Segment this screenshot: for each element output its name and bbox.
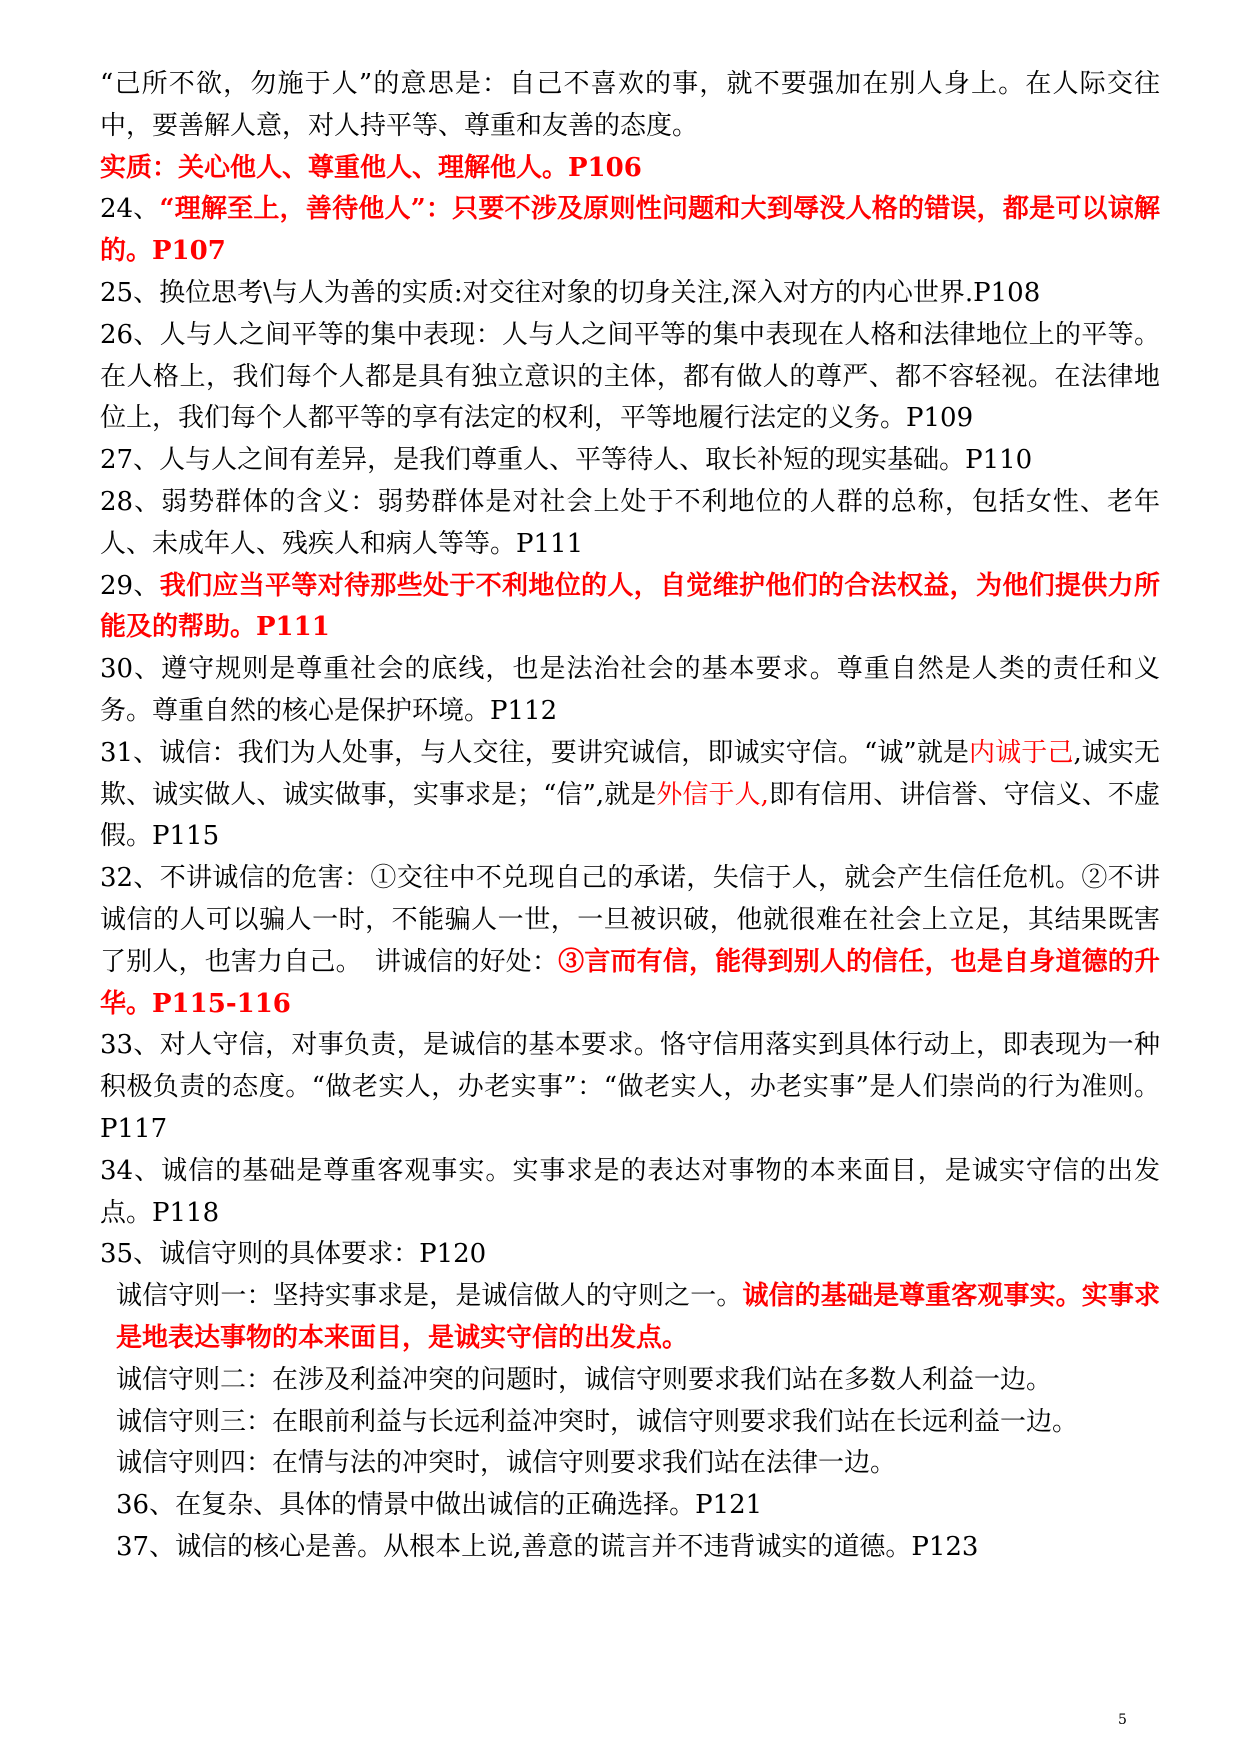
paragraph bbox=[100, 1443, 1160, 1485]
body-text: 29、 bbox=[100, 570, 160, 601]
document-body bbox=[100, 64, 1160, 1569]
page-number: 5 bbox=[1118, 1712, 1127, 1728]
body-text: 28、弱势群体的含义：弱势群体是对社会上处于不利地位的人群的总称，包括女性、老年人、未成年人、残疾人和病人等等。P111 bbox=[100, 486, 1160, 559]
body-text: 27、人与人之间有差异，是我们尊重人、平等待人、取长补短的现实基础。P110 bbox=[100, 445, 1033, 476]
paragraph bbox=[100, 649, 1160, 733]
highlighted-text: 我们应当平等对待那些处于不利地位的人，自觉维护他们的合法权益，为他们提供力所能及的帮助。P111 bbox=[100, 570, 1160, 643]
body-text: 诚信守则一：坚持实事求是，是诚信做人的守则之一。 bbox=[116, 1281, 743, 1312]
body-text: 即有信用、讲信誉、守信义、不虚假。P115 bbox=[100, 779, 1160, 852]
highlighted-text: “理解至上，善待他人”：只要不涉及原则性问题和大到辱没人格的错误，都是可以谅解的。P107 bbox=[100, 194, 1160, 267]
highlighted-text: 诚信的基础是尊重客观事实。实事求是地表达事物的本来面目，是诚实守信的出发点。 bbox=[116, 1281, 1160, 1353]
paragraph bbox=[100, 1485, 1160, 1527]
highlighted-text: 实质：关心他人、尊重他人、理解他人。P106 bbox=[100, 152, 642, 183]
paragraph bbox=[100, 1527, 1160, 1569]
body-text: 32、不讲诚信的危害：①交往中不兑现自己的承诺，失信于人，就会产生信任危机。②不讲诚信的人可以骗人一时，不能骗人一世，一旦被识破，他就很难在社会上立足，其结果既害了别人，也害力自己。 讲诚信的好处： bbox=[100, 863, 1160, 977]
body-text: 33、对人守信，对事负责，是诚信的基本要求。恪守信用落实到具体行动上，即表现为一种积极负责的态度。“做老实人，办老实事”：“做老实人，办老实事”是人们崇尚的行为准则。P117 bbox=[100, 1030, 1160, 1144]
paragraph bbox=[100, 189, 1160, 273]
body-text: 35、诚信守则的具体要求：P120 bbox=[100, 1239, 487, 1270]
paragraph bbox=[100, 148, 1160, 190]
paragraph bbox=[100, 64, 1160, 148]
paragraph bbox=[100, 273, 1160, 315]
body-text: 诚信守则四：在情与法的冲突时，诚信守则要求我们站在法律一边。 bbox=[116, 1448, 897, 1479]
paragraph bbox=[100, 1276, 1160, 1360]
paragraph bbox=[100, 566, 1160, 650]
body-text: 37、诚信的核心是善。从根本上说,善意的谎言并不违背诚实的道德。P123 bbox=[116, 1531, 979, 1562]
highlighted-text: 内诚于己 bbox=[969, 737, 1074, 768]
body-text: 诚信守则三：在眼前利益与长远利益冲突时，诚信守则要求我们站在长远利益一边。 bbox=[116, 1406, 1079, 1437]
body-text: 26、人与人之间平等的集中表现：人与人之间平等的集中表现在人格和法律地位上的平等。在人格上，我们每个人都是具有独立意识的主体，都有做人的尊严、都不容轻视。在法律地位上，我们每个人都平等的享有法定的权利，平等地履行法定的义务。P109 bbox=[100, 319, 1160, 434]
body-text: 30、遵守规则是尊重社会的底线，也是法治社会的基本要求。尊重自然是人类的责任和义务。尊重自然的核心是保护环境。P112 bbox=[100, 654, 1160, 726]
paragraph bbox=[100, 315, 1160, 440]
paragraph bbox=[100, 858, 1160, 1025]
body-text: 24、 bbox=[100, 194, 160, 225]
body-text: 34、诚信的基础是尊重客观事实。实事求是的表达对事物的本来面目，是诚实守信的出发点。P118 bbox=[100, 1155, 1160, 1228]
paragraph bbox=[100, 1360, 1160, 1402]
paragraph bbox=[100, 482, 1160, 566]
body-text: 25、换位思考\与人为善的实质:对交往对象的切身关注,深入对方的内心世界.P108 bbox=[100, 277, 1041, 308]
paragraph bbox=[100, 440, 1160, 482]
paragraph bbox=[100, 1025, 1160, 1150]
paragraph bbox=[100, 1402, 1160, 1444]
body-text: “己所不欲，勿施于人”的意思是：自己不喜欢的事，就不要强加在别人身上。在人际交往中，要善解人意，对人持平等、尊重和友善的态度。 bbox=[100, 69, 1160, 141]
body-text: ,诚实无欺、诚实做人、诚实做事，实事求是；“信”,就是 bbox=[100, 737, 1160, 810]
paragraph bbox=[100, 1151, 1160, 1235]
highlighted-text: ③言而有信，能得到别人的信任，也是自身道德的升华。P115-116 bbox=[100, 946, 1160, 1019]
paragraph bbox=[100, 733, 1160, 858]
body-text: 36、在复杂、具体的情景中做出诚信的正确选择。P121 bbox=[116, 1490, 763, 1521]
highlighted-text: 外信于人, bbox=[656, 779, 769, 810]
paragraph bbox=[100, 1234, 1160, 1276]
body-text: 31、诚信：我们为人处事，与人交往，要讲究诚信，即诚实守信。“诚”就是 bbox=[100, 737, 970, 768]
body-text: 诚信守则二：在涉及利益冲突的问题时，诚信守则要求我们站在多数人利益一边。 bbox=[116, 1364, 1053, 1395]
